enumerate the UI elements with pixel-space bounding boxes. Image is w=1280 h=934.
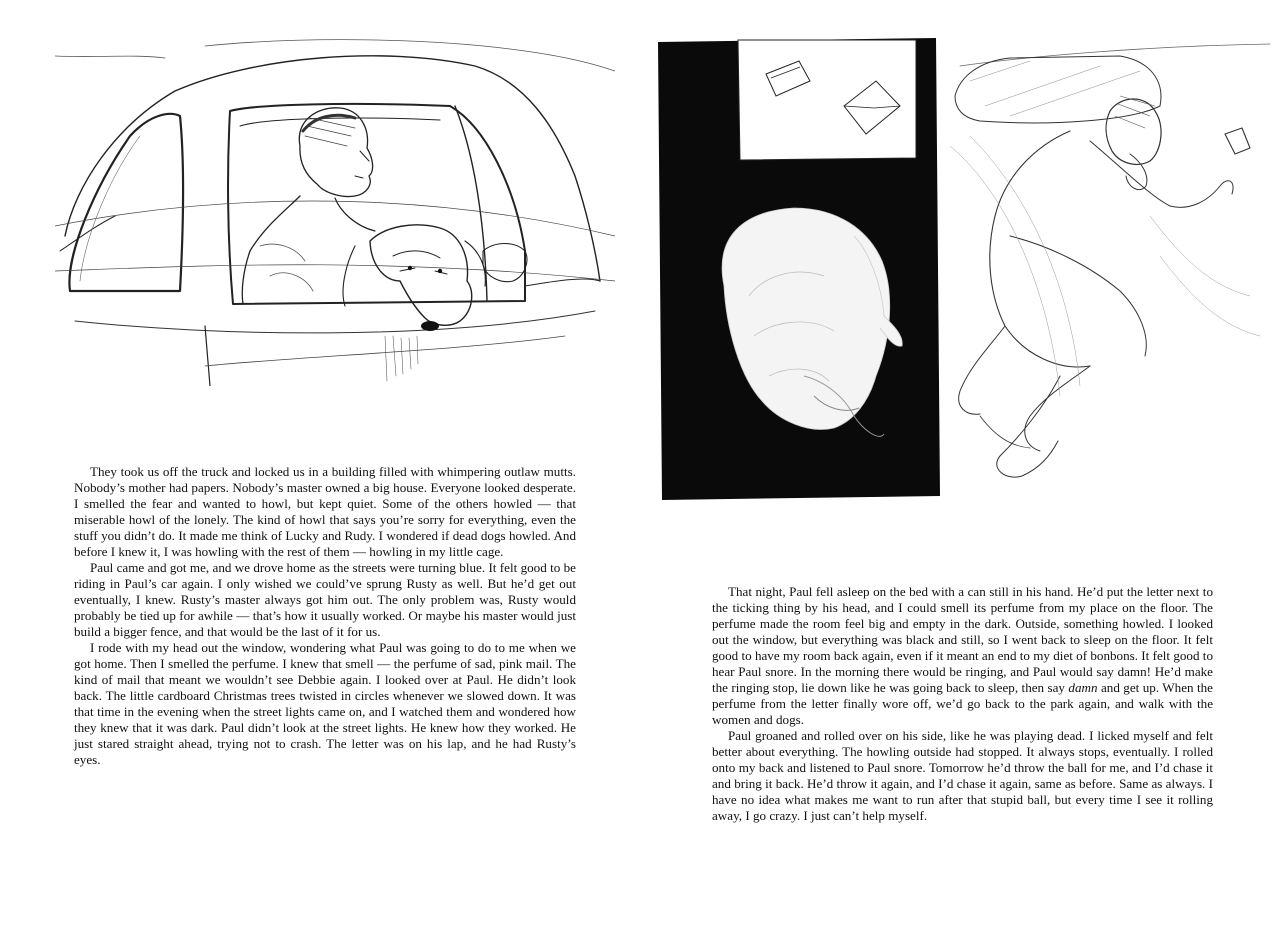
paragraph-part: and get up. When the perfume from the letter finally wore off, we’d go back to the park again, and walk with the women and dogs. [712, 680, 1213, 727]
paragraph: Paul came and got me, and we drove home as the streets were turning blue. It felt good to be riding in Paul’s car again. I only wished we could’ve sprung Rusty as well. But he’d get out eventually, I knew. Rusty’s master always got him out. The only problem was, Rusty would probably be tied up for awhile — that’s how it usually worked. Or maybe his master would just build a bigger fence, and that would be the last of it for us. [74, 560, 576, 639]
italic-word: damn [1068, 680, 1098, 695]
paragraph: I rode with my head out the window, wondering what Paul was going to do to me when we got home. Then I smelled the perfume. I knew that smell — the perfume of sad, pink mail. The kind of mail that meant we wouldn’t see Debbie again. I looked over at Paul. He didn’t look back. The little cardboard Christmas trees twisted in circles whenever we slowed down. It was that time in the evening when the street lights came on, and I watched them and wondered how they knew that it was dark. Paul didn’t look at the street lights. He knew how they worked. He just stared straight ahead, trying not to crash. The letter was on his lap, and he had Rusty’s eyes. [74, 640, 576, 767]
paragraph: Paul groaned and rolled over on his side, like he was playing dead. I licked myself and felt better about everything. The howling outside had stopped. It always stops, eventually. I rolled onto my back and listened to Paul snore. Tomorrow he’d throw the ball for me, and I’d chase it and bring it back. He’d throw it again, and I’d chase it again, same as before. Same as always. I have no idea what makes me want to run after that stupid ball, but every time I see it rolling away, I go crazy. I just can’t help myself. [712, 728, 1213, 823]
left-page-text [74, 464, 576, 768]
sleeping-dog-ink-panel [654, 36, 944, 502]
paragraph: They took us off the truck and locked us in a building filled with whimpering outlaw mutts. Nobody’s mother had papers. Nobody’s master owned a big house. Everyone looked desperate. I smelled the fear and wanted to howl, but kept quiet. Some of the others howled — that miserable howl of the lonely. The kind of howl that says you’re sorry for everything, even the stuff you didn’t do. It made me think of Lucky and Rudy. I wondered if dead dogs howled. And before I knew it, I was howling with the rest of them — howling in my little cage. [74, 464, 576, 559]
right-page [640, 0, 1280, 934]
car-sketch-illustration [55, 36, 615, 386]
paragraph [712, 584, 1213, 728]
right-page-text [712, 584, 1213, 824]
sleeping-man-sketch [950, 36, 1275, 496]
paragraph-part: That night, Paul fell asleep on the bed with a can still in his hand. He’d put the letter next to the ticking thing by his head, and I could smell its perfume from my place on the floor. The perfume made the room feel big and empty in the dark. Outside, something howled. I looked out the window, but everything was black and still, so I went back to sleep on the floor. It felt good to have my room back again, even if it meant an end to my diet of bonbons. It felt good to hear Paul snore. In the morning there would be ringing, and Paul would say damn! He’d make the ringing stop, lie down like he was going back to sleep, then say [712, 584, 1213, 695]
